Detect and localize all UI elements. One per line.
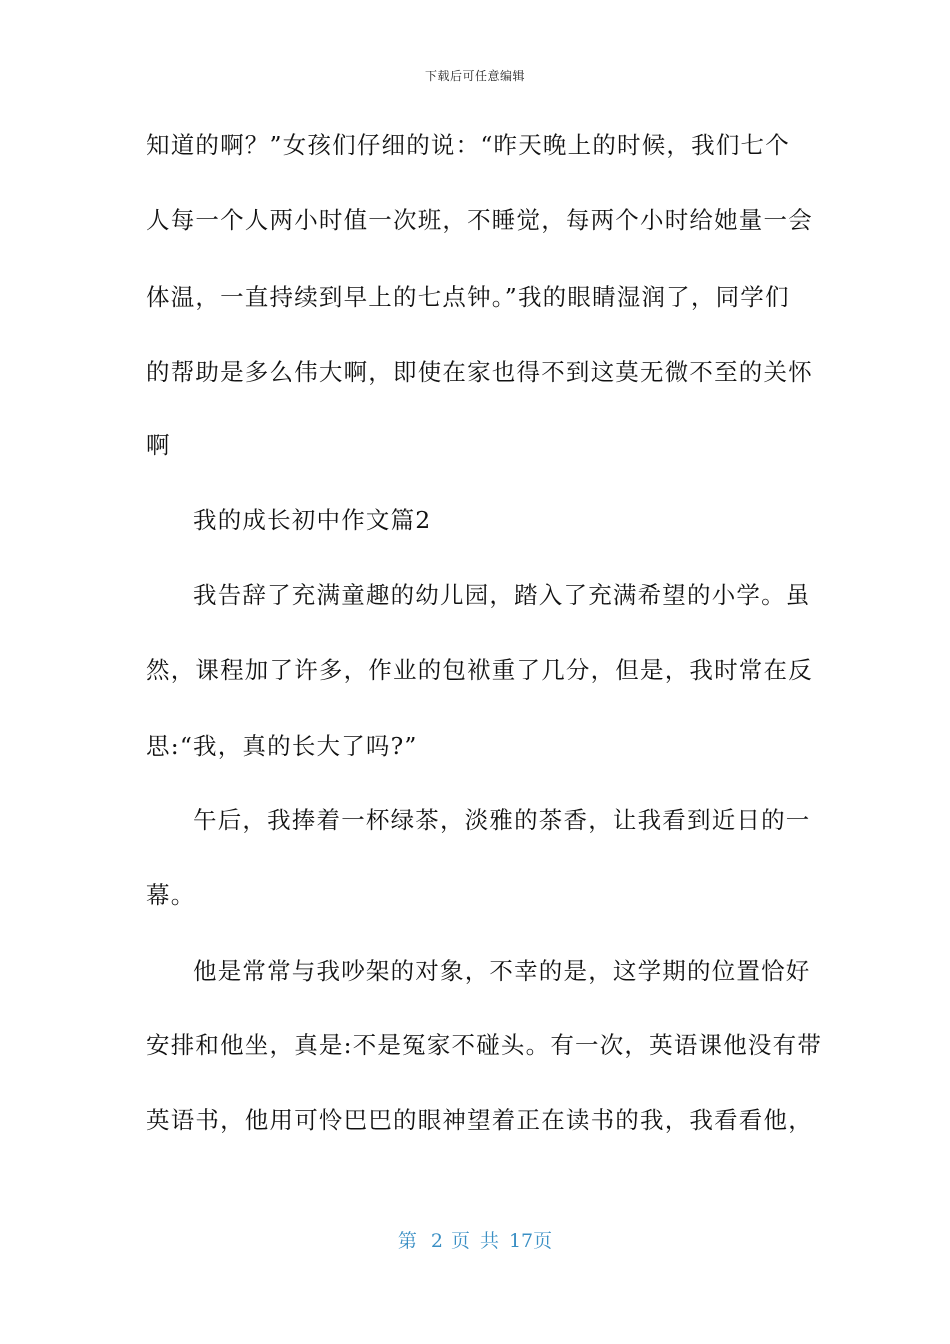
body-line: 英语书，他用可怜巴巴的眼神望着正在读书的我，我看看他， xyxy=(146,1106,813,1134)
footer-current-page: 2 xyxy=(430,1230,443,1252)
body-line: 体温，一直持续到早上的七点钟。”我的眼睛湿润了，同学们 xyxy=(146,283,790,311)
body-line: 幕。 xyxy=(146,881,196,909)
footer-total-pages: 17页 xyxy=(508,1230,553,1252)
body-line: 的帮助是多么伟大啊，即使在家也得不到这莫无微不至的关怀 xyxy=(146,358,813,386)
body-line: 午后，我捧着一杯绿茶，淡雅的茶香，让我看到近日的一 xyxy=(193,806,811,834)
footer-label-page: 第 xyxy=(397,1230,417,1252)
body-line: 人每一个人两小时值一次班，不睡觉，每两个小时给她量一会 xyxy=(146,206,813,234)
body-line: 然，课程加了许多，作业的包袱重了几分，但是，我时常在反 xyxy=(146,656,813,684)
body-line: 知道的啊？”女孩们仔细的说：“昨天晚上的时候，我们七个 xyxy=(146,131,790,159)
body-line: 安排和他坐，真是:不是冤家不碰头。有一次，英语课他没有带 xyxy=(146,1031,823,1059)
page-footer xyxy=(0,1226,950,1253)
section-heading: 我的成长初中作文篇2 xyxy=(193,506,432,534)
body-line: 我告辞了充满童趣的幼儿园，踏入了充满希望的小学。虽 xyxy=(193,581,811,609)
footer-label-total: 共 xyxy=(479,1230,499,1252)
body-line: 啊 xyxy=(146,431,171,459)
body-line: 他是常常与我吵架的对象，不幸的是，这学期的位置恰好 xyxy=(193,957,811,985)
page-header-note: 下载后可任意编辑 xyxy=(424,69,525,83)
footer-label-page-unit: 页 xyxy=(450,1230,470,1252)
body-line: 思:“我，真的长大了吗?” xyxy=(146,732,418,760)
